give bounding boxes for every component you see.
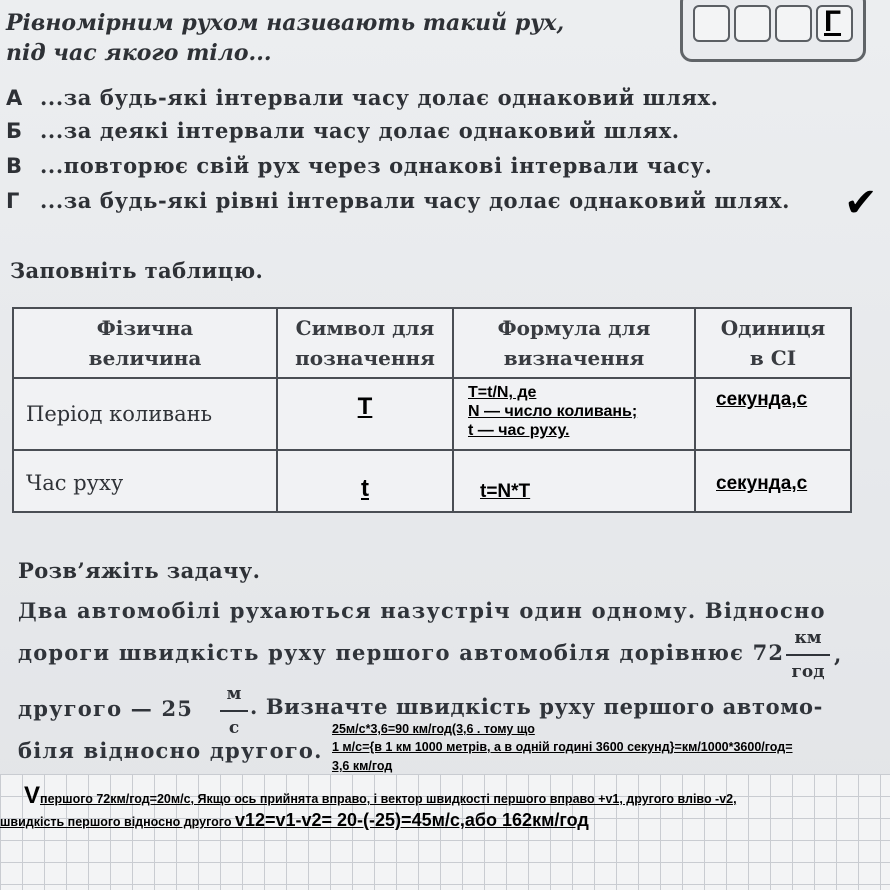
question-title-line1: Рівномірним рухом називають такий рух, [6,10,565,36]
answer-box-a[interactable] [693,5,730,42]
row-symbol: t [361,475,369,502]
table-row [13,378,851,450]
problem-line3-end: . Визначте швидкість руху першого автомо- [250,694,823,719]
fraction-bar [220,710,248,712]
option-text: ...за будь-які інтервали часу долає однаковий шлях. [40,85,719,110]
header-unit: Одиниця в СІ [695,308,851,378]
option-text: ...повторює свій рух через однакові інтервали часу. [40,153,713,178]
header-formula: Формула для визначення [453,308,695,378]
table-heading: Заповніть таблицю. [10,258,264,283]
answer-boxes [680,0,866,62]
option-letter: Г [6,189,20,213]
check-mark-icon: ✔ [844,180,878,226]
answer-mark: Г [824,5,842,38]
velocity-symbol: V [24,782,41,809]
row-symbol: T [357,393,373,420]
row-unit: секунда,с [716,389,808,410]
problem-line3-start: другого — 25 [18,696,194,721]
option-v[interactable] [6,153,712,178]
unit-numerator: км [794,628,822,648]
option-letter: А [6,86,23,110]
formula-line: t=N*T [480,481,531,502]
option-g[interactable] [6,188,790,213]
header-symbol: Символ для позначення [277,308,453,378]
formula-line: t — час руху. [468,422,570,439]
option-letter: В [6,154,23,178]
row-unit: секунда,с [716,473,808,494]
unit-m-per-s [220,684,248,742]
row-unit-cell[interactable] [695,450,851,512]
answer-box-v[interactable] [775,5,812,42]
work-line: 3,6 км/год [332,759,393,773]
row-name: Час руху [13,450,277,512]
row-formula-cell[interactable] [453,378,695,450]
work-line: 1 м/с={в 1 км 1000 метрів, а в одній годині 3600 секунд}=км/1000*3600/год= [332,740,793,754]
question-title-line2: під час якого тіло... [6,40,272,66]
header-quantity: Фізична величина [13,308,277,378]
formula-line: T=t/N, де [468,384,537,401]
answer-box-b[interactable] [734,5,771,42]
solution-result: v12=v1-v2= 20-(-25)=45м/с,або 162км/год [234,810,589,830]
row-unit-cell[interactable] [695,378,851,450]
answer-box-g[interactable] [816,5,853,42]
unit-denominator: с [228,718,240,738]
formula-line: N — число коливань; [468,403,638,420]
physics-table [12,307,852,513]
problem-line2-end: , [834,642,843,667]
option-a[interactable] [6,85,719,110]
row-formula-cell[interactable] [453,450,695,512]
table-row [13,450,851,512]
row-name: Період коливань [13,378,277,450]
problem-line4: біля відносно другого. [18,738,323,763]
unit-numerator: м [226,684,242,704]
row-symbol-cell[interactable] [277,450,453,512]
solution-line2 [0,810,589,831]
row-symbol-cell[interactable] [277,378,453,450]
option-b[interactable] [6,118,680,143]
solution-text: першого 72км/год=20м/с, Якщо ось прийнята вправо, і вектор швидкості першого вправо +v1, другого вліво -v2, [40,792,737,806]
table-header-row [13,308,851,378]
option-text: ...за будь-які рівні інтервали часу долає однаковий шлях. [40,188,791,213]
solution-text: швидкість першого відносно другого [0,815,235,829]
fraction-bar [786,654,830,656]
problem-line2: дороги швидкість руху першого автомобіля дорівнює 72 [18,640,785,665]
problem-heading: Розв’яжіть задачу. [18,558,261,583]
option-letter: Б [6,119,23,143]
work-line: 25м/с*3,6=90 км/год(3,6 . тому що [332,722,535,736]
unit-denominator: год [791,662,825,682]
problem-line1: Два автомобілі рухаються назустріч один одному. Відносно [18,598,826,623]
solution-line1 [24,782,737,810]
unit-km-per-hour [786,628,830,686]
option-text: ...за деякі інтервали часу долає однаковий шлях. [40,118,680,143]
